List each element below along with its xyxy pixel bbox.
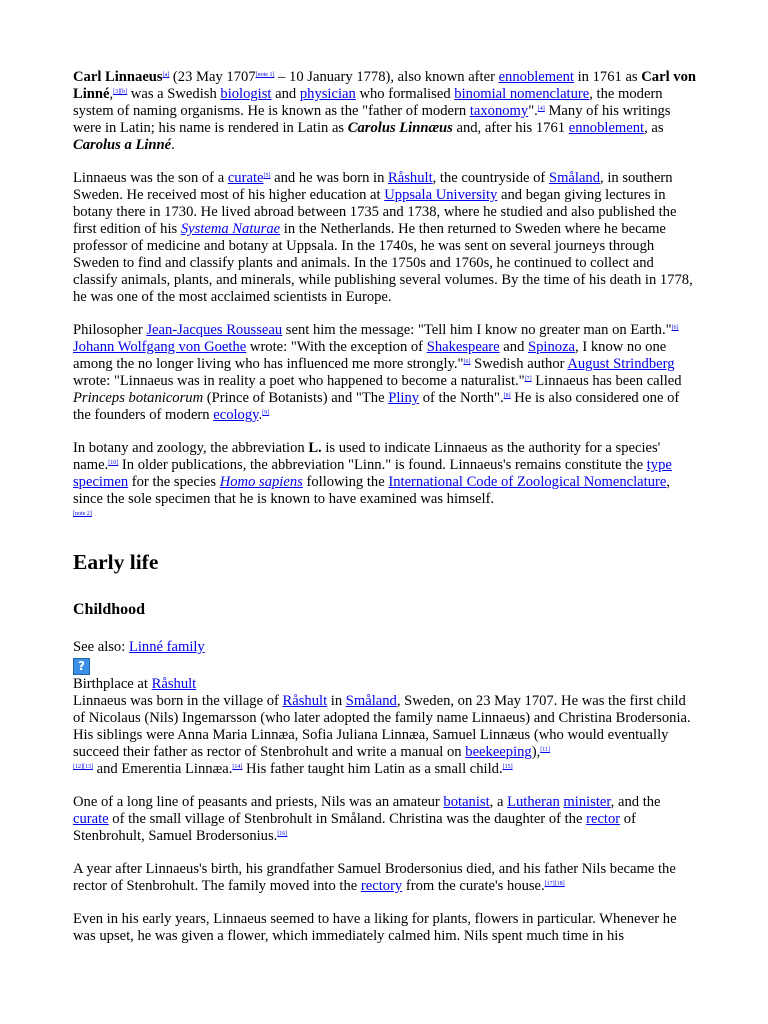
ref-3-b[interactable]: [3][b] <box>113 89 128 95</box>
ref-note-2[interactable]: [note 2] <box>73 511 92 517</box>
ref-16[interactable]: [16] <box>277 831 288 837</box>
link-shakespeare[interactable]: Shakespeare <box>426 339 500 355</box>
rectory-paragraph: A year after Linnaeus's birth, his grandfather Samuel Brodersonius died, and his father Nils became the rector of Stenbrohult. The family moved into the rectory from the curate's house.[17][18] <box>73 861 676 894</box>
link-binomial-nomenclature[interactable]: binomial nomenclature <box>454 86 590 102</box>
link-homo-sapiens[interactable]: Homo sapiens <box>219 474 303 490</box>
link-minister[interactable]: minister <box>563 794 611 810</box>
ref-5[interactable]: [5] <box>263 173 271 179</box>
link-smaland[interactable]: Småland <box>548 170 601 186</box>
section-heading-early-life: Early life <box>73 550 159 574</box>
ref-8[interactable]: [8] <box>503 393 511 399</box>
link-pliny[interactable]: Pliny <box>388 390 420 406</box>
ref-11[interactable]: [11] <box>540 747 551 753</box>
link-caption-rashult[interactable]: Råshult <box>151 676 197 692</box>
link-curate[interactable]: curate <box>227 170 264 186</box>
abbreviation-paragraph: In botany and zoology, the abbreviation L. is used to indicate Linnaeus as the authority for a species' name.[10] In older publications, the abbreviation "Linn." is found. Linnaeus's remains constitute the type specimen for the species Homo sapiens following the International Code of Zoological Nomenclature, since the sole specimen that he is known to have examined was himself. [note 2] <box>73 440 672 517</box>
ref-note-1[interactable]: [note 1] <box>255 72 275 78</box>
link-systema-naturae[interactable]: Systema Naturae <box>180 221 281 237</box>
link-linne-family[interactable]: Linné family <box>128 639 205 655</box>
link-type-specimen[interactable]: type specimen <box>73 457 672 490</box>
ref-17-18[interactable]: [17][18] <box>544 881 565 887</box>
link-taxonomy[interactable]: taxonomy <box>469 103 529 119</box>
subject-name: Carl Linnaeus <box>73 69 163 85</box>
ref-12-13[interactable]: [12][13] <box>73 764 93 770</box>
link-physician[interactable]: physician <box>299 86 356 102</box>
link-smaland-2[interactable]: Småland <box>345 693 397 709</box>
link-biologist[interactable]: biologist <box>220 86 272 102</box>
intro-paragraph: Carl Linnaeus[a] (23 May 1707[note 1] – 10 January 1778), also known after ennoblement in 1761 as Carl von Linné,[3][b] was a Swedish biologist and physician who formalised binomial nomenclature, the modern system of naming organisms. He is known as the "father of modern taxonomy".[4] Many of his writings were in Latin; his name is rendered in Latin as Carolus Linnæus and, after his 1761 ennoblement, as Carolus a Linné. <box>73 69 696 153</box>
noble-name: Carl von Linné <box>73 69 696 102</box>
link-rectory[interactable]: rectory <box>360 878 403 894</box>
image-container <box>73 656 698 676</box>
latin-noble-name: Carolus a Linné <box>73 137 172 153</box>
link-curate-2[interactable]: curate <box>73 811 109 827</box>
link-botanist[interactable]: botanist <box>443 794 490 810</box>
ref-10[interactable]: [10] <box>108 460 119 466</box>
link-rashult[interactable]: Råshult <box>388 170 433 186</box>
link-spinoza[interactable]: Spinoza <box>528 339 576 355</box>
link-beekeeping[interactable]: beekeeping <box>465 744 532 760</box>
ref-4[interactable]: [4] <box>537 106 545 112</box>
family-paragraph: One of a long line of peasants and priests, Nils was an amateur botanist, a Lutheran minister, and the curate of the small village of Stenbrohult in Småland. Christina was the daughter of the rector of Stenbrohult, Samuel Brodersonius.[16] <box>73 794 661 844</box>
link-iczn[interactable]: International Code of Zoological Nomenclature <box>388 474 667 490</box>
link-ennoblement-2[interactable]: ennoblement <box>568 120 645 136</box>
ref-9[interactable]: [9] <box>262 410 270 416</box>
article-body <box>73 69 698 961</box>
latin-name: Carolus Linnæus <box>347 120 453 136</box>
ref-6[interactable]: [6] <box>671 325 679 331</box>
link-rector[interactable]: rector <box>586 811 621 827</box>
missing-image-icon[interactable]: ? <box>73 658 90 675</box>
link-goethe[interactable]: Johann Wolfgang von Goethe <box>73 339 247 355</box>
link-strindberg[interactable]: August Strindberg <box>567 356 675 372</box>
link-ecology[interactable]: ecology <box>213 407 259 423</box>
link-lutheran[interactable]: Lutheran <box>507 794 560 810</box>
link-rousseau[interactable]: Jean-Jacques Rousseau <box>146 322 283 338</box>
ref-15[interactable]: [15] <box>502 764 513 770</box>
ref-14[interactable]: [14] <box>232 764 243 770</box>
ref-a[interactable]: [a] <box>162 72 170 78</box>
link-uppsala-university[interactable]: Uppsala University <box>384 187 498 203</box>
subsection-heading-childhood: Childhood <box>73 601 146 618</box>
birth-paragraph: Linnaeus was born in the village of Råshult in Småland, Sweden, on 23 May 1707. He was the first child of Nicolaus (Nils) Ingemarsson (who later adopted the family name Linnaeus) and Christina Brodersonia. His siblings were Anna Maria Linnæa, Sofia Juliana Linnæa, Samuel Linnæus (who would eventually succeed their father as rector of Stenbrohult and write a manual on beekeeping),[11] [12][13] and Emerentia Linnæa.[14] His father taught him Latin as a small child.[15] <box>73 693 691 777</box>
image-caption: Birthplace at Råshult <box>73 676 197 692</box>
see-also: See also: Linné family <box>73 639 205 655</box>
early-years-paragraph: Even in his early years, Linnaeus seemed to have a liking for plants, flowers in particular. Whenever he was upset, he was given a flower, which immediately calmed him. Nils spent much time in his <box>73 911 677 944</box>
legacy-paragraph: Philosopher Jean-Jacques Rousseau sent him the message: "Tell him I know no greater man on Earth."[6] Johann Wolfgang von Goethe wrote: "With the exception of Shakespeare and Spinoza, I know no one among the no longer living who has influenced me more strongly."[6] Swedish author August Strindberg wrote: "Linnaeus was in reality a poet who happened to become a naturalist."[7] Linnaeus has been called Princeps botanicorum (Prince of Botanists) and "The Pliny of the North".[8] He is also considered one of the founders of modern ecology.[9] <box>73 322 682 423</box>
link-ennoblement[interactable]: ennoblement <box>498 69 574 85</box>
link-rashult-2[interactable]: Råshult <box>282 693 328 709</box>
ref-7[interactable]: [7] <box>524 376 532 382</box>
bio-paragraph: Linnaeus was the son of a curate[5] and he was born in Råshult, the countryside of Småland, in southern Sweden. He received most of his higher education at Uppsala University and began giving lectures in botany there in 1730. He lived abroad between 1735 and 1738, where he studied and also published the first edition of his Systema Naturae in the Netherlands. He then returned to Sweden where he became professor of medicine and botany at Uppsala. In the 1740s, he was sent on several journeys through Sweden to find and classify plants and animals. In the 1750s and 1760s, he continued to collect and classify animals, plants, and minerals, while publishing several volumes. By the time of his death in 1778, he was one of the most acclaimed scientists in Europe. <box>73 170 693 305</box>
ref-6b[interactable]: [6] <box>463 359 471 365</box>
